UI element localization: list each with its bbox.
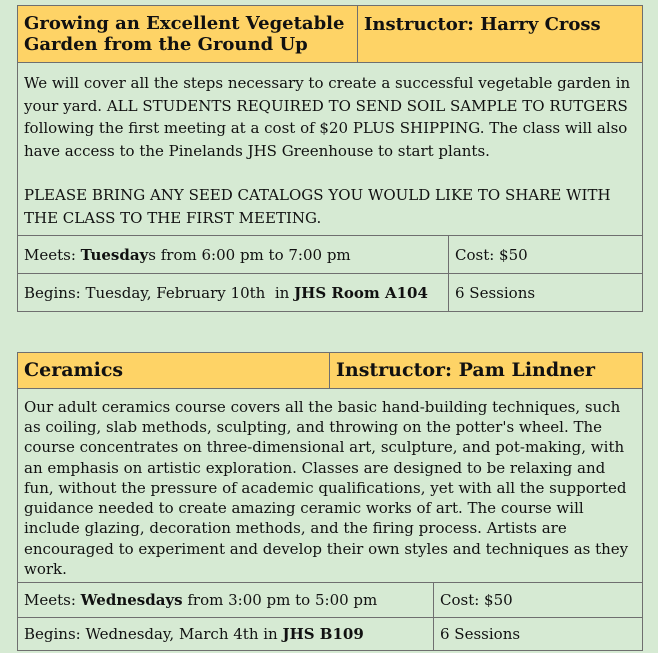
begins-info <box>18 274 449 312</box>
course-meta-ceramics <box>17 582 643 651</box>
cost-info: Cost: $50 <box>434 583 643 618</box>
course-title: Growing an Excellent Vegetable Garden from the Ground Up <box>18 6 358 63</box>
meets-day: Wednesdays <box>80 591 183 609</box>
cost-info: Cost: $50 <box>449 236 643 274</box>
begins-date: Begins: Wednesday, March 4th in <box>24 625 283 643</box>
meets-label: Meets: <box>24 245 81 264</box>
course-description: Our adult ceramics course covers all the basic hand-building techniques, such as coiling, slab methods, sculpting, and throwing on the potter's wheel. The course concentrates on three-dimensional art, sculpture, and pot-making, with an emphasis on artistic exploration. Classes are designed to be relaxing and fun, without the pressure of academic qualifications, yet with all the supported guidance needed to create amazing ceramic works of art. The course will include glazing, decoration methods, and the firing process. Artists are encouraged to experiment and develop their own styles and techniques as they work. <box>18 389 643 583</box>
begins-info <box>18 618 434 651</box>
course-meta-vegetable-garden <box>17 235 643 312</box>
sessions-info: 6 Sessions <box>449 274 643 312</box>
sessions-info: 6 Sessions <box>434 618 643 651</box>
description-note: PLEASE BRING ANY SEED CATALOGS YOU WOULD LIKE TO SHARE WITH THE CLASS TO THE FIRST MEETING. <box>24 186 611 227</box>
course-table-vegetable-garden <box>17 5 643 236</box>
course-title: Ceramics <box>18 353 330 389</box>
meets-time: from 3:00 pm to 5:00 pm <box>182 591 378 609</box>
meets-time: from 6:00 pm to 7:00 pm <box>155 245 351 264</box>
course-description <box>18 63 643 236</box>
meets-label: Meets: <box>24 591 81 609</box>
course-instructor: Instructor: Harry Cross <box>358 6 643 63</box>
description-paragraph: We will cover all the steps necessary to create a successful vegetable garden in your yard. ALL STUDENTS REQUIRED TO SEND SOIL SAMPLE TO RUTGERS following the first meeting at a cost of $20 PLUS SHIPPING. The class will also have access to the Pinelands JHS Greenhouse to start plants. <box>24 74 631 160</box>
meets-day: Tuesday <box>80 245 149 264</box>
course-table-ceramics <box>17 352 643 583</box>
course-instructor: Instructor: Pam Lindner <box>330 353 643 389</box>
meets-info <box>18 583 434 618</box>
begins-date: Begins: Tuesday, February 10th in <box>24 283 295 302</box>
meets-info <box>18 236 449 274</box>
begins-room: JHS B109 <box>282 625 364 643</box>
begins-room: JHS Room A104 <box>294 283 428 302</box>
meets-day-suffix: s <box>148 245 156 264</box>
